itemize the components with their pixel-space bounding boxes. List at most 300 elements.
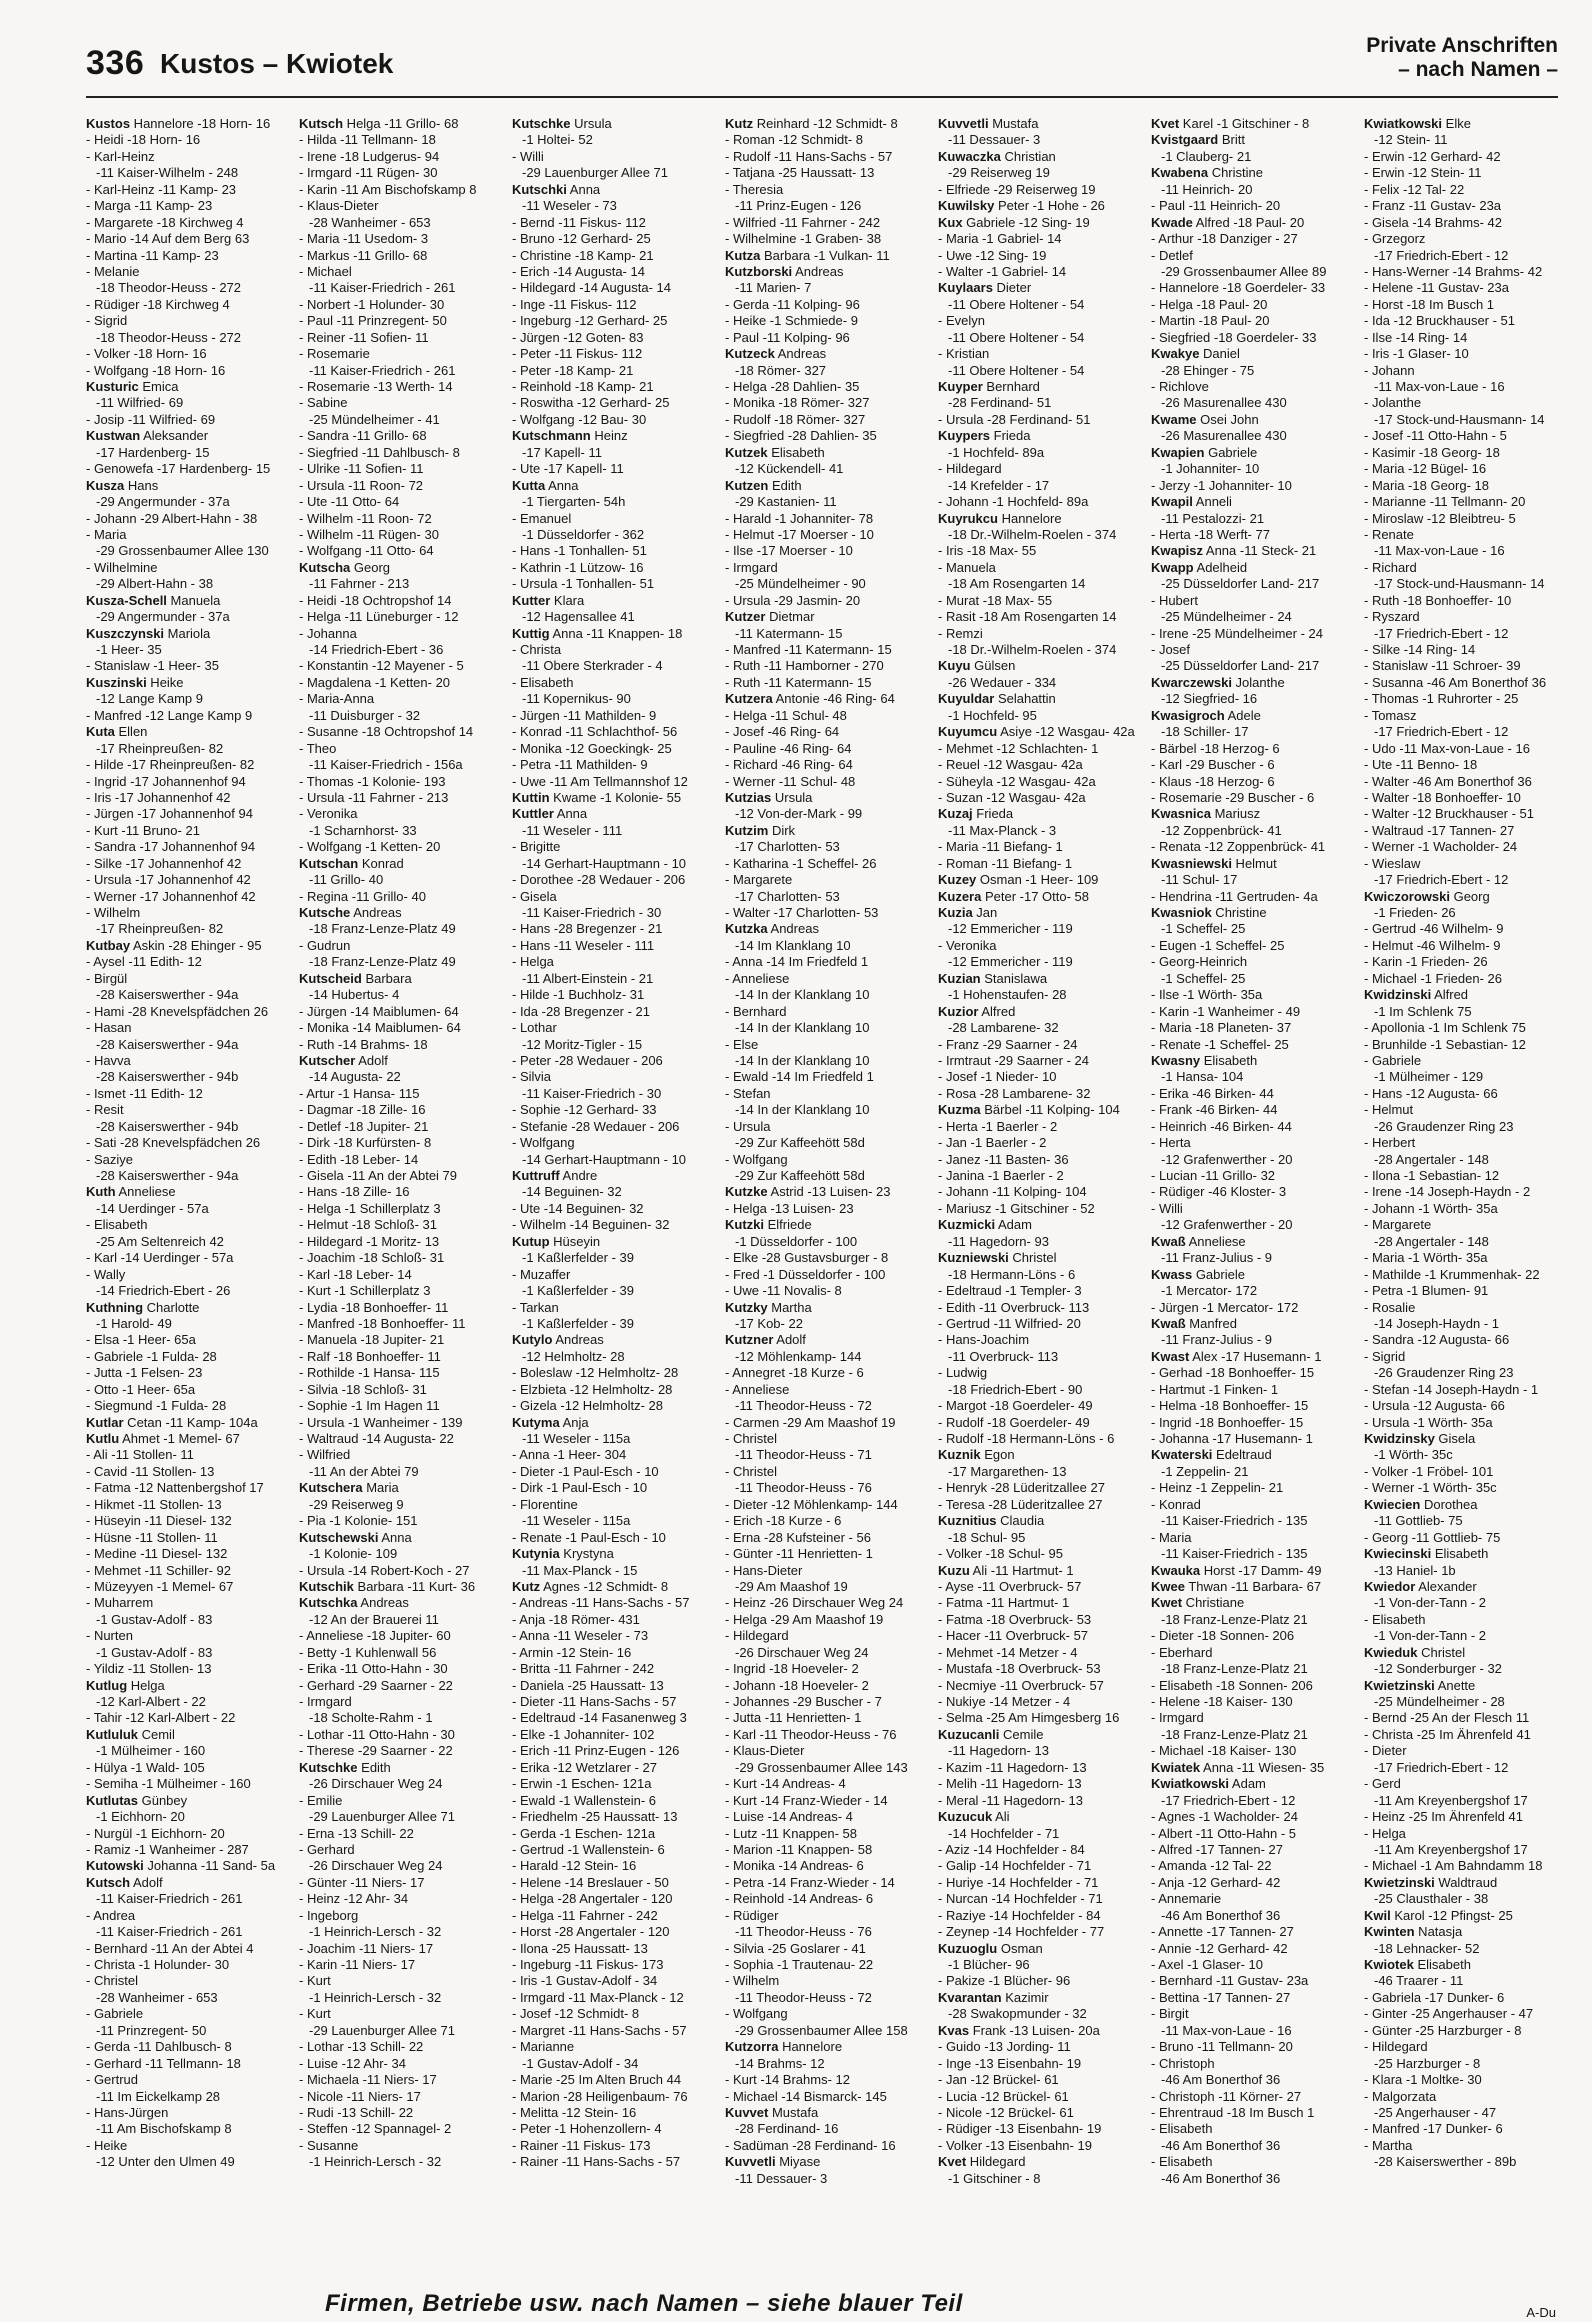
- directory-entry: - Wilfried: [299, 1447, 351, 1463]
- directory-entry: - Elke -1 Johanniter- 102: [512, 1726, 655, 1742]
- directory-entry: - Ursula -11 Roon- 72: [299, 477, 424, 493]
- directory-entry: -12 Moritz-Tigler - 15: [522, 1036, 643, 1052]
- directory-entry: - Ida -12 Bruckhauser - 51: [1364, 313, 1516, 329]
- directory-entry: - Ludwig: [938, 1365, 988, 1381]
- directory-entry: Kutschki Anna: [512, 181, 601, 197]
- directory-entry: Kwiedor Alexander: [1364, 1578, 1477, 1594]
- directory-entry: - Reinhold -14 Andreas- 6: [725, 1891, 874, 1907]
- directory-entry: - Rosemarie -13 Werth- 14: [299, 379, 453, 394]
- directory-entry: -25 Mündelheimer - 41: [309, 411, 440, 427]
- directory-entry: - Emilie: [299, 1792, 343, 1808]
- directory-entry: - Gisela: [512, 888, 557, 904]
- directory-entry: - Bernhard -11 An der Abtei 4: [86, 1940, 254, 1956]
- directory-entry: -11 Kaiser-Friedrich - 261: [309, 280, 456, 296]
- directory-entry: - Muzaffer: [512, 1266, 571, 1282]
- directory-entry: Kusza-Schell Manuela: [86, 592, 221, 608]
- directory-entry: -12 Stein- 11: [1374, 132, 1448, 148]
- directory-entry: - Klaus-Dieter: [725, 1743, 805, 1759]
- directory-entry: - Kurt -14 Franz-Wieder - 14: [725, 1792, 888, 1808]
- directory-entry: -1 Johanniter- 10: [1161, 461, 1260, 477]
- directory-entry: -1 Kolonie- 109: [309, 1546, 398, 1562]
- directory-entry: - Stefan: [725, 1085, 771, 1101]
- directory-entry: - Helga: [1364, 1825, 1406, 1841]
- directory-entry: -11 Albert-Einstein - 21: [522, 970, 654, 986]
- directory-entry: Kwiatek Anna -11 Wiesen- 35: [1151, 1759, 1325, 1775]
- directory-entry: - Fatma -18 Overbruck- 53: [938, 1611, 1092, 1627]
- directory-entry: - Marianne: [512, 2039, 575, 2055]
- directory-entry: Kuylaars Dieter: [938, 280, 1032, 296]
- directory-entry: - Irene -14 Joseph-Haydn - 2: [1364, 1184, 1531, 1200]
- directory-entry: -1 Frieden- 26: [1374, 905, 1456, 920]
- directory-entry: - Bettina -17 Tannen- 27: [1151, 1989, 1291, 2005]
- directory-entry: - Volker -13 Eisenbahn- 19: [938, 2137, 1092, 2153]
- directory-entry: Kuthning Charlotte: [86, 1299, 200, 1315]
- directory-entry: -14 Gerhart-Hauptmann - 10: [522, 1151, 687, 1167]
- directory-entry: -46 Am Bonerthof 36: [1161, 1907, 1281, 1923]
- directory-entry: - Johann -29 Albert-Hahn - 38: [86, 510, 258, 526]
- directory-entry: -12 Grafenwerther - 20: [1161, 1217, 1293, 1233]
- directory-entry: Kwasniewski Helmut: [1151, 855, 1277, 871]
- directory-entry: Kutschke Ursula: [512, 116, 612, 131]
- directory-entry: - Melitta -12 Stein- 16: [512, 2104, 637, 2120]
- directory-entry: - Miroslaw -12 Bleibtreu- 5: [1364, 510, 1516, 526]
- directory-entry: -11 Kaiser-Friedrich - 261: [96, 1891, 243, 1907]
- directory-entry: -1 Zeppelin- 21: [1161, 1463, 1249, 1479]
- directory-column: [86, 116, 284, 2252]
- directory-entry: - Ingrid -18 Bonhoeffer- 15: [1151, 1414, 1304, 1430]
- directory-entry: - Bärbel -18 Herzog- 6: [1151, 740, 1280, 756]
- directory-entry: Kutzias Ursula: [725, 789, 813, 805]
- directory-entry: - Konstantin -12 Mayener - 5: [299, 658, 464, 674]
- directory-entry: - Elke -28 Gustavsburger - 8: [725, 1250, 889, 1266]
- directory-entry: - Helga -29 Am Maashof 19: [725, 1611, 884, 1627]
- directory-entry: -28 Wanheimer - 653: [309, 214, 431, 230]
- directory-entry: - Grzegorz: [1364, 231, 1426, 247]
- directory-entry: -18 Friedrich-Ebert - 90: [948, 1381, 1083, 1397]
- directory-entry: -1 Clauberg- 21: [1161, 148, 1252, 164]
- directory-entry: - Klaus-Dieter: [299, 198, 379, 214]
- directory-entry: Kutzer Dietmar: [725, 609, 815, 625]
- directory-entry: - Heinz -25 Im Ährenfeld 41: [1364, 1809, 1523, 1825]
- directory-entry: -11 Kaiser-Friedrich - 261: [309, 362, 456, 378]
- directory-entry: Kwaterski Edeltraud: [1151, 1447, 1272, 1463]
- directory-entry: Kwiatkowski Adam: [1151, 1776, 1266, 1792]
- directory-entry: - Malgorzata: [1364, 2088, 1437, 2104]
- directory-entry: Kwabena Christine: [1151, 165, 1263, 181]
- directory-entry: - Aziz -14 Hochfelder - 84: [938, 1841, 1085, 1857]
- directory-entry: - Alfred -17 Tannen- 27: [1151, 1841, 1284, 1857]
- directory-entry: - Guido -13 Jording- 11: [938, 2039, 1071, 2055]
- directory-entry: - Michael: [299, 263, 352, 279]
- directory-entry: -29 Grossenbaumer Allee 158: [735, 2022, 908, 2038]
- directory-entry: -11 Im Eickelkamp 28: [96, 2088, 221, 2104]
- directory-entry: Kutschera Maria: [299, 1480, 399, 1496]
- directory-entry: -29 Lauenburger Allee 71: [309, 1809, 456, 1825]
- directory-entry: -11 Schul- 17: [1161, 872, 1238, 888]
- directory-entry: - Werner -1 Wacholder- 24: [1364, 839, 1518, 855]
- directory-entry: Kutsche Andreas: [299, 905, 402, 920]
- directory-entry: Kvistgaard Britt: [1151, 132, 1245, 148]
- directory-entry: - Hülya -1 Wald- 105: [86, 1759, 205, 1775]
- directory-entry: - Christel: [725, 1463, 778, 1479]
- directory-entry: -28 Kaiserswerther - 94b: [96, 1118, 239, 1134]
- directory-column: [299, 116, 497, 2252]
- directory-entry: -18 Schul- 95: [948, 1529, 1026, 1545]
- directory-entry: Kvet Hildegard: [938, 2154, 1026, 2170]
- directory-entry: -29 Lauenburger Allee 71: [522, 165, 669, 181]
- directory-entry: - Jan -1 Baerler - 2: [938, 1135, 1047, 1151]
- directory-entry: - Bruno -11 Tellmann- 20: [1151, 2039, 1293, 2055]
- directory-entry: - Wilhelm -11 Roon- 72: [299, 510, 432, 526]
- directory-entry: - Magdalena -1 Ketten- 20: [299, 674, 451, 690]
- directory-entry: -26 Dirschauer Weg 24: [309, 1858, 443, 1874]
- directory-entry: -11 Prinzregent- 50: [96, 2022, 207, 2038]
- directory-entry: - Gerda -11 Kolping- 96: [725, 296, 860, 312]
- directory-entry: - Betty -1 Kuhlenwall 56: [299, 1644, 437, 1660]
- directory-entry: - Ginter -25 Angerhauser - 47: [1364, 2006, 1534, 2022]
- directory-entry: -11 Franz-Julius - 9: [1161, 1250, 1273, 1266]
- directory-entry: - Steffen -12 Spannagel- 2: [299, 2121, 452, 2137]
- directory-entry: -28 Swakopmunder - 32: [948, 2006, 1087, 2022]
- directory-entry: - Rudolf -18 Hermann-Löns - 6: [938, 1431, 1115, 1446]
- page-range: Kustos – Kwiotek: [160, 48, 394, 79]
- directory-entry: -11 Obere Holtener - 54: [948, 362, 1085, 378]
- directory-entry: - Wolfgang -11 Otto- 64: [299, 543, 434, 559]
- directory-entry: - Sophie -12 Gerhard- 33: [512, 1102, 657, 1118]
- directory-entry: - Christel: [86, 1973, 139, 1989]
- directory-entry: -1 Gitschiner - 8: [948, 2170, 1041, 2186]
- directory-entry: Kwinten Natasja: [1364, 1924, 1463, 1940]
- directory-entry: - Lydia -18 Bonhoeffer- 11: [299, 1299, 449, 1315]
- directory-entry: - Ayse -11 Overbruck- 57: [938, 1578, 1082, 1594]
- directory-entry: -25 Angerhauser - 47: [1374, 2104, 1497, 2120]
- directory-entry: - Hildegard -1 Moritz- 13: [299, 1233, 440, 1249]
- directory-entry: -1 Wörth- 35c: [1374, 1447, 1453, 1463]
- directory-entry: - Bernd -25 An der Flesch 11: [1364, 1710, 1530, 1726]
- directory-entry: -12 Emmericher - 119: [948, 921, 1073, 937]
- directory-entry: Kutz Agnes -12 Schmidt- 8: [512, 1578, 669, 1594]
- directory-entry: - Kazim -11 Hagedorn- 13: [938, 1759, 1087, 1775]
- directory-entry: -12 Karl-Albert - 22: [96, 1694, 206, 1709]
- directory-entry: -1 Hochfeld- 89a: [948, 444, 1045, 460]
- directory-entry: - Saziye: [86, 1151, 133, 1167]
- directory-entry: - Brigitte: [512, 839, 561, 855]
- directory-entry: Kuzucanli Cemile: [938, 1726, 1044, 1742]
- directory-entry: Kwauka Horst -17 Damm- 49: [1151, 1562, 1322, 1578]
- directory-entry: Kuttruff Andre: [512, 1168, 598, 1183]
- directory-entry: - Wilhelm: [86, 905, 141, 920]
- directory-entry: - Franz -11 Gustav- 23a: [1364, 198, 1502, 214]
- directory-entry: Kusza Hans: [86, 477, 159, 493]
- directory-entry: - Sophie -1 Im Hagen 11: [299, 1398, 440, 1414]
- directory-entry: - Annemarie: [1151, 1891, 1222, 1907]
- directory-entry: - Maria: [86, 526, 127, 542]
- directory-entry: - Pia -1 Kolonie- 151: [299, 1513, 418, 1529]
- directory-entry: Kusturic Emica: [86, 379, 179, 394]
- directory-entry: Kwasnica Mariusz: [1151, 806, 1261, 822]
- directory-entry: Kutz Reinhard -12 Schmidt- 8: [725, 116, 898, 131]
- directory-entry: -25 Mündelheimer - 24: [1161, 609, 1292, 625]
- directory-entry: - Melih -11 Hagedorn- 13: [938, 1776, 1082, 1792]
- directory-entry: Kutta Anna: [512, 477, 579, 493]
- directory-entry: - Werner -17 Johannenhof 42: [86, 888, 256, 904]
- directory-entry: -11 Obere Sterkrader - 4: [522, 658, 663, 674]
- directory-entry: - Friedhelm -25 Haussatt- 13: [512, 1809, 678, 1825]
- directory-entry: - Veronika: [299, 806, 358, 822]
- directory-entry: -29 Angermunder - 37a: [96, 494, 230, 510]
- directory-entry: - Ruth -11 Katermann- 15: [725, 674, 872, 690]
- directory-entry: - Reuel -12 Wasgau- 42a: [938, 757, 1083, 773]
- directory-entry: - Roswitha -12 Gerhard- 25: [512, 395, 670, 411]
- directory-entry: - Anna -14 Im Friedfeld 1: [725, 954, 869, 970]
- directory-entry: - Sigrid: [86, 313, 128, 329]
- directory-entry: - Silvia: [512, 1069, 552, 1085]
- directory-entry: - Mathilde -1 Krummenhak- 22: [1364, 1266, 1540, 1282]
- directory-entry: - Karl -14 Uerdinger - 57a: [86, 1250, 234, 1266]
- directory-entry: - Helga -28 Angertaler - 120: [512, 1891, 673, 1907]
- directory-entry: -28 Ferdinand- 51: [948, 395, 1052, 411]
- directory-entry: - Tomasz: [1364, 707, 1417, 723]
- directory-entry: -17 Rheinpreußen- 82: [96, 740, 224, 756]
- directory-entry: -11 Max-Planck - 3: [948, 822, 1057, 838]
- directory-entry: - Renate: [1364, 526, 1414, 542]
- directory-entry: - Jürgen -12 Goten- 83: [512, 329, 644, 345]
- directory-entry: - Gertrud -1 Wallenstein- 6: [512, 1841, 665, 1857]
- directory-entry: - Marion -28 Heiligenbaum- 76: [512, 2088, 688, 2104]
- directory-entry: - Carmen -29 Am Maashof 19: [725, 1414, 896, 1430]
- directory-entry: - Anja -12 Gerhard- 42: [1151, 1874, 1281, 1890]
- directory-entry: - Edith -18 Leber- 14: [299, 1151, 419, 1167]
- directory-entry: - Ursula -17 Johannenhof 42: [86, 872, 251, 888]
- directory-entry: - Teresa -28 Lüderitzallee 27: [938, 1496, 1103, 1512]
- directory-entry: -28 Ehinger - 75: [1161, 362, 1255, 378]
- directory-entry: - Rüdiger -46 Kloster- 3: [1151, 1184, 1287, 1200]
- directory-entry: - Helga -11 Schul- 48: [725, 707, 847, 723]
- directory-entry: - Hans-Joachim: [938, 1332, 1030, 1348]
- directory-entry: - Ute -14 Beguinen- 32: [512, 1200, 644, 1216]
- directory-entry: - Frank -46 Birken- 44: [1151, 1102, 1278, 1118]
- directory-entry: - Rüdiger -18 Kirchweg 4: [86, 296, 230, 312]
- directory-entry: Kuzmicki Adam: [938, 1217, 1032, 1233]
- directory-entry: -18 Römer- 327: [735, 362, 827, 378]
- directory-entry: -11 Max-von-Laue - 16: [1161, 2022, 1292, 2038]
- directory-entry: - Maria-Anna: [299, 691, 375, 707]
- directory-entry: - Andrea: [86, 1907, 136, 1923]
- directory-entry: - Volker -1 Fröbel- 101: [1364, 1463, 1494, 1479]
- directory-entry: - Elisabeth: [1151, 2121, 1213, 2137]
- directory-entry: - Nurgül -1 Eichhorn- 20: [86, 1825, 225, 1841]
- directory-entry: - Uwe -12 Sing- 19: [938, 247, 1047, 263]
- directory-entry: -26 Wedauer - 334: [948, 674, 1057, 690]
- directory-entry: - Margarete -18 Kirchweg 4: [86, 214, 244, 230]
- directory-entry: -11 Kaiser-Friedrich - 30: [522, 905, 662, 920]
- directory-entry: - Elisabeth: [1364, 1611, 1426, 1627]
- directory-entry: - Ute -17 Kapell- 11: [512, 461, 624, 477]
- directory-entry: - Karl -29 Buscher - 6: [1151, 757, 1275, 773]
- directory-entry: Kwet Christiane: [1151, 1595, 1245, 1611]
- directory-entry: - Zeynep -14 Hochfelder - 77: [938, 1924, 1105, 1940]
- directory-entry: -11 Am Bischofskamp 8: [96, 2121, 232, 2137]
- directory-entry: - Irmgard -11 Max-Planck - 12: [512, 1989, 684, 2005]
- directory-entry: Kutzorra Hannelore: [725, 2039, 843, 2055]
- directory-entry: Kuyper Bernhard: [938, 379, 1040, 394]
- directory-entry: - Paul -11 Heinrich- 20: [1151, 198, 1281, 214]
- directory-entry: - Markus -11 Grillo- 68: [299, 247, 428, 263]
- directory-entry: - Mehmet -12 Schlachten- 1: [938, 740, 1099, 756]
- directory-entry: - Karl -11 Theodor-Heuss - 76: [725, 1726, 897, 1742]
- directory-entry: - Kurt -14 Brahms- 12: [725, 2072, 850, 2088]
- directory-entry: Kutsch Helga -11 Grillo- 68: [299, 116, 459, 131]
- directory-entry: - Helga -18 Paul- 20: [1151, 296, 1268, 312]
- directory-entry: - Nurten: [86, 1628, 133, 1644]
- directory-entry: - Dieter -11 Hans-Sachs - 57: [512, 1694, 677, 1709]
- directory-entry: - Wally: [86, 1266, 126, 1282]
- directory-entry: - Maria -18 Planeten- 37: [1151, 1020, 1292, 1036]
- directory-entry: - Jürgen -11 Mathilden- 9: [512, 707, 657, 723]
- directory-entry: - Dieter -18 Sonnen- 206: [1151, 1628, 1295, 1644]
- directory-entry: - Erika -46 Birken- 44: [1151, 1085, 1274, 1101]
- directory-entry: - Therese -29 Saarner - 22: [299, 1743, 453, 1759]
- directory-entry: Kuszinski Heike: [86, 674, 184, 690]
- directory-entry: - Bernhard: [725, 1003, 787, 1019]
- directory-entry: - Theo: [299, 740, 337, 756]
- directory-entry: - Erwin -1 Eschen- 121a: [512, 1776, 652, 1792]
- directory-entry: - Luise -14 Andreas- 4: [725, 1809, 853, 1825]
- directory-entry: - Irmgard: [299, 1694, 352, 1709]
- directory-entry: -1 Mülheimer - 129: [1374, 1069, 1484, 1085]
- directory-entry: -1 Hohenstaufen- 28: [948, 987, 1067, 1003]
- directory-entry: -29 Grossenbaumer Allee 143: [735, 1759, 908, 1775]
- directory-entry: - Hilde -1 Buchholz- 31: [512, 987, 645, 1003]
- directory-entry: - Gabriele: [1364, 1052, 1422, 1068]
- directory-entry: - Gabriela -17 Dunker- 6: [1364, 1989, 1505, 2005]
- directory-entry: Kutzka Andreas: [725, 921, 819, 937]
- directory-entry: -11 Max-von-Laue - 16: [1374, 379, 1505, 394]
- directory-entry: - Suzan -12 Wasgau- 42a: [938, 789, 1086, 805]
- directory-entry: - Erwin -12 Gerhard- 42: [1364, 148, 1501, 164]
- directory-entry: -1 Gustav-Adolf - 34: [522, 2055, 639, 2071]
- directory-entry: -14 Brahms- 12: [735, 2055, 825, 2071]
- directory-entry: - Klaus -18 Herzog- 6: [1151, 773, 1275, 789]
- directory-entry: - Ryszard: [1364, 609, 1420, 625]
- directory-entry: - Klara -1 Moltke- 30: [1364, 2072, 1482, 2088]
- directory-entry: -29 Lauenburger Allee 71: [309, 2022, 456, 2038]
- directory-entry: -11 Kaiser-Friedrich - 135: [1161, 1513, 1308, 1529]
- directory-entry: -29 Zur Kaffeehött 58d: [735, 1168, 865, 1183]
- directory-entry: - Maria -1 Wörth- 35a: [1364, 1250, 1488, 1266]
- directory-entry: - Willi: [512, 148, 544, 164]
- directory-entry: -29 Reiserweg 9: [309, 1496, 404, 1512]
- directory-entry: - Mehmet -11 Schiller- 92: [86, 1562, 231, 1578]
- directory-entry: - Lucian -11 Grillo- 32: [1151, 1168, 1276, 1183]
- directory-entry: -11 Kaiser-Friedrich - 261: [96, 1924, 243, 1940]
- header-rule: [86, 96, 1558, 98]
- directory-entry: - Gudrun: [299, 937, 351, 953]
- directory-entry: - Michaela -11 Niers- 17: [299, 2072, 437, 2088]
- directory-entry: Kwidzinski Alfred: [1364, 987, 1469, 1003]
- directory-entry: -18 Dr.-Wilhelm-Roelen - 374: [948, 526, 1117, 542]
- directory-entry: Kutlar Cetan -11 Kamp- 104a: [86, 1414, 258, 1430]
- directory-entry: - Ilse -1 Wörth- 35a: [1151, 987, 1263, 1003]
- directory-entry: - Jutta -11 Henrietten- 1: [725, 1710, 862, 1726]
- directory-entry: -25 Düsseldorfer Land- 217: [1161, 658, 1320, 674]
- footer-code: A-Du: [1526, 2305, 1556, 2320]
- directory-entry: -28 Kaiserswerther - 94b: [96, 1069, 239, 1085]
- directory-entry: - Siegfried -18 Goerdeler- 33: [1151, 329, 1317, 345]
- directory-entry: -14 Beguinen- 32: [522, 1184, 622, 1200]
- directory-entry: - Hasan: [86, 1020, 132, 1036]
- directory-entry: - Selma -25 Am Himgesberg 16: [938, 1710, 1120, 1726]
- directory-entry: - Ewald -14 Im Friedfeld 1: [725, 1069, 874, 1085]
- directory-entry: - Irmgard: [1151, 1710, 1204, 1726]
- directory-entry: - Gertrud -46 Wilhelm- 9: [1364, 921, 1504, 937]
- directory-entry: - Josef -46 Ring- 64: [725, 724, 840, 740]
- directory-entry: -25 Düsseldorfer Land- 217: [1161, 576, 1320, 592]
- directory-entry: - Harald -1 Johanniter- 78: [725, 510, 874, 526]
- directory-entry: -11 Kopernikus- 90: [522, 691, 631, 707]
- directory-entry: -11 Pestalozzi- 21: [1161, 510, 1265, 526]
- directory-entry: Kutyma Anja: [512, 1414, 589, 1430]
- directory-entry: - Manfred -11 Katermann- 15: [725, 642, 892, 657]
- directory-entry: - Irmgard -11 Rügen- 30: [299, 165, 438, 181]
- directory-entry: - Meral -11 Hagedorn- 13: [938, 1792, 1083, 1808]
- directory-entry: Kutzky Martha: [725, 1299, 812, 1315]
- directory-entry: -14 Uerdinger - 57a: [96, 1200, 209, 1216]
- directory-entry: - Bernd -11 Fiskus- 112: [512, 214, 646, 230]
- directory-entry: - Irmgard: [725, 559, 778, 575]
- directory-entry: - Marie -25 Im Alten Bruch 44: [512, 2072, 682, 2088]
- directory-entry: - Marion -11 Knappen- 58: [725, 1841, 873, 1857]
- directory-entry: -14 Hochfelder - 71: [948, 1825, 1060, 1841]
- directory-entry: -11 Max-Planck - 15: [522, 1562, 638, 1578]
- directory-entry: Kutzen Edith: [725, 477, 802, 493]
- directory-entry: Kuwilsky Peter -1 Hohe - 26: [938, 198, 1105, 214]
- directory-entry: -18 Schiller- 17: [1161, 724, 1249, 740]
- directory-entry: -11 Hagedorn- 13: [948, 1743, 1049, 1759]
- directory-entry: - Axel -1 Glaser- 10: [1151, 1957, 1263, 1972]
- directory-entry: -12 Sonderburger - 32: [1374, 1661, 1502, 1677]
- directory-entry: - Raziye -14 Hochfelder - 84: [938, 1907, 1101, 1923]
- directory-entry: - Maria: [1151, 1529, 1192, 1545]
- directory-entry: - Johanna: [299, 625, 357, 641]
- directory-entry: - Hildegard: [1364, 2039, 1428, 2055]
- directory-entry: - Semiha -1 Mülheimer - 160: [86, 1776, 251, 1792]
- directory-entry: - Wilhelm -14 Beguinen- 32: [512, 1217, 670, 1233]
- directory-entry: Kutlu Ahmet -1 Memel- 67: [86, 1431, 240, 1446]
- directory-entry: - Jutta -1 Felsen- 23: [86, 1365, 203, 1381]
- directory-entry: - Helmut: [1364, 1102, 1414, 1118]
- directory-entry: Kuznitius Claudia: [938, 1513, 1045, 1529]
- directory-entry: - Rüdiger -13 Eisenbahn- 19: [938, 2121, 1102, 2137]
- directory-entry: Kutowski Johanna -11 Sand- 5a: [86, 1858, 276, 1874]
- directory-entry: - Erna -28 Kufsteiner - 56: [725, 1529, 871, 1545]
- directory-column: [725, 116, 923, 2252]
- directory-entry: Kwade Alfred -18 Paul- 20: [1151, 214, 1305, 230]
- directory-entry: - Hildegard: [725, 1628, 789, 1644]
- directory-entry: - Harald -12 Stein- 16: [512, 1858, 637, 1874]
- directory-entry: - Maria -11 Usedom- 3: [299, 231, 429, 247]
- directory-entry: - Stanislaw -1 Heer- 35: [86, 658, 219, 674]
- directory-entry: -11 Theodor-Heuss - 76: [735, 1924, 872, 1940]
- directory-entry: - Helmut -18 Schloß- 31: [299, 1217, 437, 1233]
- directory-entry: - Kurt -14 Andreas- 4: [725, 1776, 846, 1792]
- directory-entry: Kutlutas Günbey: [86, 1792, 188, 1808]
- directory-entry: - Stanislaw -11 Schroer- 39: [1364, 658, 1521, 674]
- directory-entry: Kutschan Konrad: [299, 855, 404, 871]
- directory-entry: - Apollonia -1 Im Schlenk 75: [1364, 1020, 1526, 1036]
- directory-entry: - Ali -11 Stollen- 11: [86, 1447, 194, 1463]
- directory-entry: Kwietzinski Waldtraud: [1364, 1874, 1498, 1890]
